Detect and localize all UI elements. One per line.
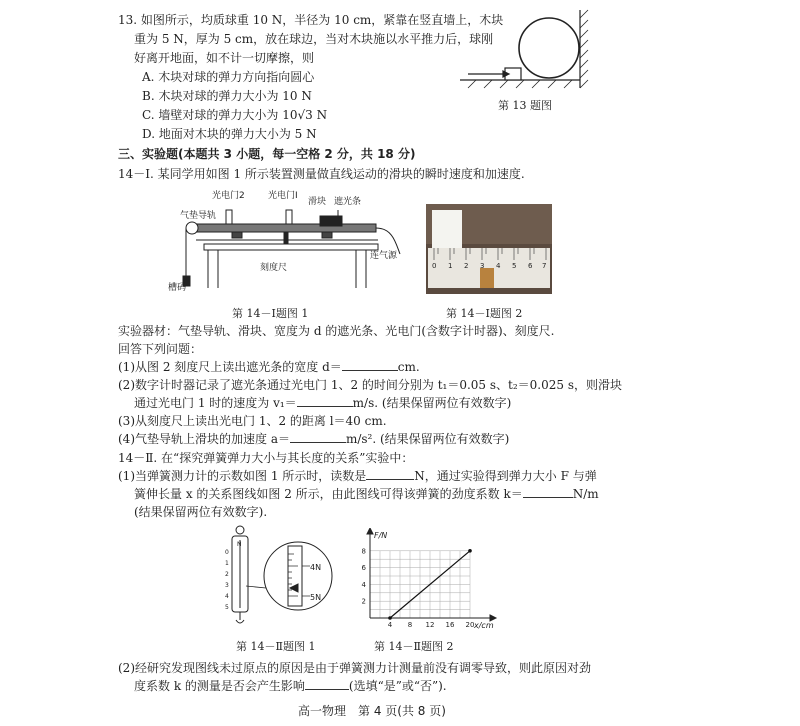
q14-1-figure2 <box>426 204 552 294</box>
q14-2-part1-unit: N/m <box>572 487 599 501</box>
q14-2-fig2-caption: 第 14－Ⅱ题图 2 <box>374 640 454 653</box>
scale-ring <box>236 526 244 534</box>
answer-blank-a[interactable] <box>290 431 346 443</box>
gate-mark <box>480 268 494 288</box>
data-point <box>388 616 392 620</box>
q13-option-c: C. 墙壁对球的弹力大小为 10√3 N <box>142 108 328 122</box>
answer-blank-k[interactable] <box>523 486 573 498</box>
sphere <box>519 18 579 78</box>
y-tick-label: 8 <box>361 547 366 556</box>
q14-1-part4 <box>118 431 509 447</box>
q14-2-figure1 <box>222 524 342 628</box>
y-tick-label: 2 <box>361 597 366 606</box>
q14-2-part1-line1 <box>118 468 597 484</box>
q14-1-part2-line1: (2)数字计时器记录了遮光条通过光电门 1、2 的时间分别为 t₁＝0.05 s、t₂＝0.025 s，则滑块 <box>118 378 622 392</box>
scale-hook <box>236 620 244 623</box>
answer-blank-v1[interactable] <box>297 395 353 407</box>
q13-figure <box>460 8 600 90</box>
q14-1-part4-text: (4)气垫导轨上滑块的加速度 a＝ <box>118 432 290 446</box>
scale-num-1: 1 <box>225 560 229 567</box>
answer-blank-d[interactable] <box>342 359 398 371</box>
scale-unit: N <box>237 541 242 548</box>
ruler-num-6: 6 <box>528 262 533 270</box>
ruler-num-2: 2 <box>464 262 469 270</box>
gate1 <box>286 210 292 224</box>
label-weight: 槽码 <box>168 283 187 293</box>
label-5n: 5N <box>310 593 322 602</box>
label-gate1: 光电门Ⅰ <box>268 191 298 201</box>
x-tick-label: 16 <box>445 621 455 629</box>
slider-block <box>320 216 342 226</box>
label-gate2: 光电门2 <box>212 191 245 201</box>
q14-2-part1-line3: (结果保留两位有效数字). <box>134 505 268 519</box>
shade-strip <box>432 210 462 248</box>
q13-stem-line3: 好离开地面，如不计一切摩擦，则 <box>134 51 315 65</box>
scale-num-4: 4 <box>225 593 229 600</box>
q14-2-part1-text1: (1)当弹簧测力计的示数如图 1 所示时，读数是 <box>118 469 367 483</box>
q13-option-b: B. 木块对球的弹力大小为 10 N <box>142 89 312 103</box>
label-ruler: 刻度尺 <box>260 263 288 273</box>
q14-1-part3: (3)从刻度尺上读出光电门 1、2 的距离 l＝40 cm. <box>118 414 387 428</box>
pulley <box>186 222 198 234</box>
q14-1-fig1-caption: 第 14－Ⅰ题图 1 <box>232 307 309 320</box>
ruler-num-4: 4 <box>496 262 501 270</box>
label-shade: 遮光条 <box>334 197 362 207</box>
q13-stem-line2: 重为 5 N，厚为 5 cm，放在球边，当对木块施以水平推力后，球刚 <box>134 32 494 46</box>
q14-2-part1-text3: 簧伸长量 x 的关系图线如图 2 所示，由此图线可得该弹簧的劲度系数 k＝ <box>134 487 523 501</box>
y-axis-label: F/N <box>374 531 388 540</box>
q14-1-part2-text: 通过光电门 1 时的速度为 v₁＝ <box>134 396 297 410</box>
gate2 <box>226 210 232 224</box>
q13-option-a: A. 木块对球的弹力方向指向圆心 <box>142 70 315 84</box>
ruler-bar <box>204 244 378 250</box>
chart-axes <box>367 528 496 621</box>
ruler-num-1: 1 <box>448 262 453 270</box>
x-tick-label: 4 <box>387 621 393 629</box>
ruler-num-7: 7 <box>542 262 547 270</box>
scale-num-0: 0 <box>225 549 229 556</box>
scale-num-2: 2 <box>225 571 229 578</box>
q13-figure-caption: 第 13 题图 <box>498 99 552 112</box>
q14-1-part1-unit: cm. <box>397 360 420 374</box>
answer-blank-reading[interactable] <box>366 468 414 480</box>
q14-2-part1-line2 <box>134 486 599 502</box>
section3-heading: 三、实验题(本题共 3 小题，每一空格 2 分，共 18 分) <box>118 147 416 161</box>
ruler-num-0: 0 <box>432 262 437 270</box>
air-track <box>196 224 376 232</box>
label-4n: 4N <box>310 563 322 572</box>
q14-2-part1-text2: N，通过实验得到弹力大小 F 与弹 <box>414 469 597 483</box>
q14-2-part2-line2 <box>134 678 447 694</box>
chart-grid <box>370 551 470 618</box>
label-air: 连气源 <box>370 251 398 261</box>
q14-2-figure2-chart <box>350 528 500 632</box>
x-tick-label: 12 <box>425 621 435 629</box>
q14-1-part4-unit: m/s². (结果保留两位有效数字) <box>345 432 510 446</box>
q14-1-intro: 14－Ⅰ. 某同学用如图 1 所示装置测量做直线运动的滑块的瞬时速度和加速度. <box>118 167 525 181</box>
ruler-num-5: 5 <box>512 262 517 270</box>
q14-1-fig2-caption: 第 14－Ⅰ题图 2 <box>446 307 523 320</box>
page-footer: 高一物理 第 4 页(共 8 页) <box>298 704 446 718</box>
q14-1-part1 <box>118 359 420 375</box>
scale-num-5: 5 <box>225 604 229 611</box>
q13-stem-line1: 13. 如图所示，均质球重 10 N，半径为 10 cm，紧靠在竖直墙上，木块 <box>118 13 504 27</box>
q14-1-figure1 <box>168 184 408 296</box>
ruler-num-3: 3 <box>480 262 485 270</box>
x-tick-label: 20 <box>465 621 475 629</box>
label-slider: 滑块 <box>308 197 327 207</box>
q14-2-fig1-caption: 第 14－Ⅱ题图 1 <box>236 640 316 653</box>
answer-blank-effect[interactable] <box>305 678 349 690</box>
q13-option-d: D. 地面对木块的弹力大小为 5 N <box>142 127 317 141</box>
q14-1-part2-unit: m/s. (结果保留两位有效数字) <box>352 396 512 410</box>
q14-1-part1-text: (1)从图 2 刻度尺上读出遮光条的宽度 d＝ <box>118 360 342 374</box>
y-tick-label: 4 <box>361 580 366 589</box>
q14-2-part2-hint: (选填“是”或“否”). <box>348 679 447 693</box>
y-tick-label: 6 <box>361 564 366 573</box>
q14-2-part2-line1: (2)经研究发现图线未过原点的原因是由于弹簧测力计测量前没有调零导致，则此原因对劲 <box>118 661 592 675</box>
x-axis-label: x/cm <box>474 621 494 630</box>
scale-num-3: 3 <box>225 582 229 589</box>
q14-1-answer-prompt: 回答下列问题： <box>118 342 203 356</box>
q14-1-materials: 实验器材：气垫导轨、滑块、宽度为 d 的遮光条、光电门(含数字计时器)、刻度尺. <box>118 324 555 338</box>
q14-2-intro: 14－Ⅱ. 在“探究弹簧弹力大小与其长度的关系”实验中： <box>118 451 414 465</box>
q14-2-part2-text: 度系数 k 的测量是否会产生影响 <box>134 679 305 693</box>
x-tick-label: 8 <box>407 621 413 629</box>
data-point <box>468 549 472 553</box>
label-track: 气垫导轨 <box>180 211 217 221</box>
q14-1-part2-line2 <box>134 395 511 411</box>
